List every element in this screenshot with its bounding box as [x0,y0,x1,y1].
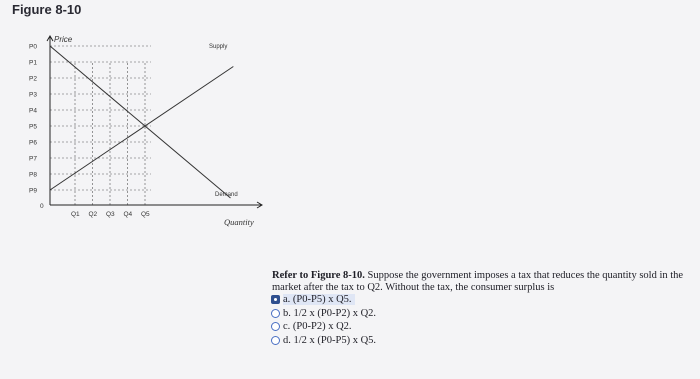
price-tick-label: P3 [29,91,37,99]
price-axis-label: Price [54,35,73,44]
quantity-tick-label: Q3 [106,211,115,218]
demand-label: Demand [215,192,238,198]
question-prefix: Refer to Figure 8-10. [272,270,365,281]
option-b-label: b. 1/2 x (P0-P2) x Q2. [283,307,377,319]
demand-curve [50,46,231,198]
quantity-tick-label: Q2 [88,211,98,218]
quantity-tick-label: Q5 [141,211,150,218]
tick-labels [29,35,254,227]
grid-lines [50,46,151,205]
option-b[interactable] [271,307,376,321]
price-tick-label: P7 [29,155,37,163]
price-tick-label: P4 [29,107,37,115]
option-c-label: c. (P0-P2) x Q2. [283,321,352,333]
question-body: Suppose the government imposes a tax that reduces the quantity sold in the market after the tax to Q2. Without the tax, the consumer surplus is [272,270,684,293]
origin-label: 0 [40,203,44,210]
option-d-label: d. 1/2 x (P0-P5) x Q5. [283,334,377,346]
figure-title: Figure 8-10 [12,2,82,17]
question-text [272,270,690,294]
radio-a[interactable] [271,295,280,304]
radio-c[interactable] [271,322,280,331]
price-tick-label: P9 [29,187,37,195]
answer-options [271,293,376,347]
supply-curve [50,66,233,190]
radio-d[interactable] [271,336,280,345]
price-tick-label: P2 [29,75,37,83]
option-a-label: a. (P0-P5) x Q5. [283,294,355,305]
price-tick-label: P5 [29,123,37,131]
option-d[interactable] [271,334,376,348]
quantity-axis-label: Quantity [224,217,254,227]
radio-b[interactable] [271,309,280,318]
price-tick-label: P8 [29,171,37,179]
price-tick-label: P0 [29,43,37,51]
quantity-tick-label: Q1 [71,211,80,218]
curves [50,46,233,198]
quantity-tick-label: Q4 [123,211,133,218]
price-tick-label: P6 [29,139,37,147]
option-c[interactable] [271,320,376,334]
price-tick-label: P1 [29,59,37,67]
supply-label: Supply [209,44,228,50]
option-a[interactable] [271,293,376,307]
